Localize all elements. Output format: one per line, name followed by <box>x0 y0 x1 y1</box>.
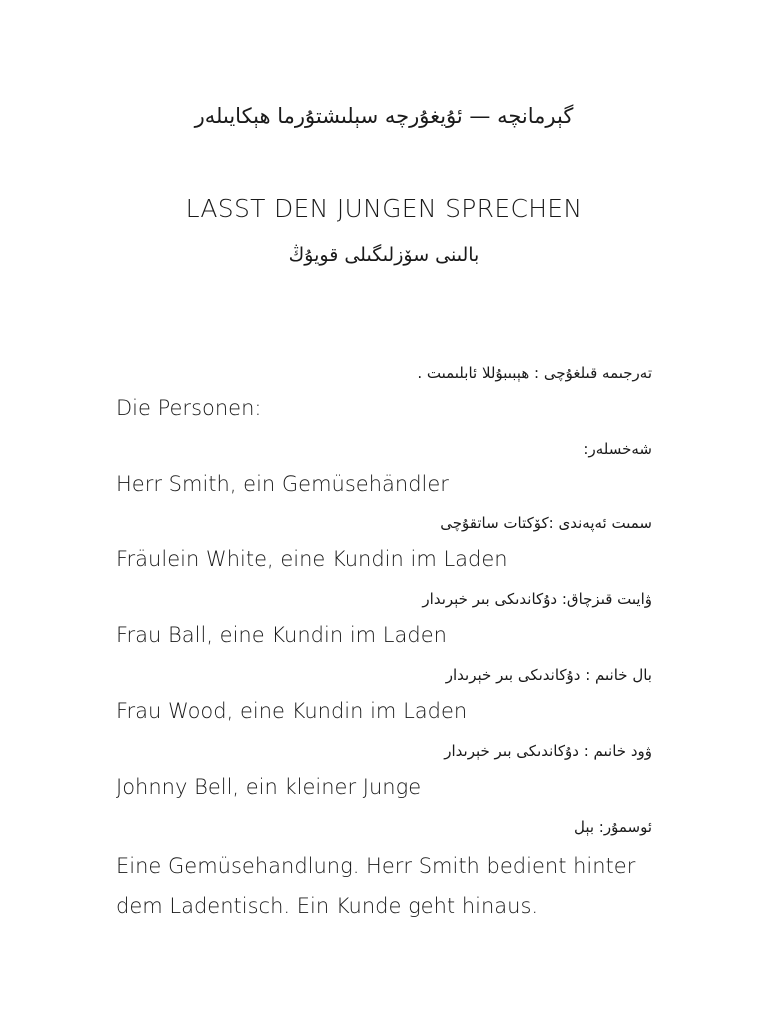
character-uyghur: سمىت ئەپەندى :كۆكتات ساتقۇچى <box>440 514 652 532</box>
characters-heading-uyghur: شەخسلەر: <box>583 440 652 458</box>
story-title-uyghur: بالىنى سۆزلىگىلى قويۇڭ <box>288 244 480 266</box>
characters-heading-german: Die Personen: <box>116 396 262 420</box>
header-title-uyghur: گېرمانچە — ئۇيغۇرچە سېلىشتۇرما ھېكايىلەر <box>194 104 574 128</box>
story-title-german: LASST DEN JUNGEN SPRECHEN <box>185 194 583 223</box>
character-german: Frau Ball, eine Kundin im Laden <box>116 623 447 647</box>
scene-description-german: Eine Gemüsehandlung. Herr Smith bedient hinter dem Ladentisch. Ein Kunde geht hinaus. <box>116 854 636 918</box>
translator-line: تەرجىمە قىلغۇچى : ھېبىبۇللا ئابلىمىت . <box>417 364 652 382</box>
character-german: Johnny Bell, ein kleiner Junge <box>116 775 422 799</box>
character-german: Herr Smith, ein Gemüsehändler <box>116 472 449 496</box>
character-uyghur: بال خانىم : دۇكاندىكى بىر خېرىدار <box>445 666 652 684</box>
character-german: Frau Wood, eine Kundin im Laden <box>116 699 468 723</box>
character-german: Fräulein White, eine Kundin im Laden <box>116 547 508 571</box>
character-uyghur: ئوسمۇر: بېل <box>573 818 652 836</box>
character-uyghur: ۋايىت قىزچاق: دۇكاندىكى بىر خېرىدار <box>422 590 652 608</box>
character-uyghur: ۋود خانىم : دۇكاندىكى بىر خېرىدار <box>444 742 652 760</box>
